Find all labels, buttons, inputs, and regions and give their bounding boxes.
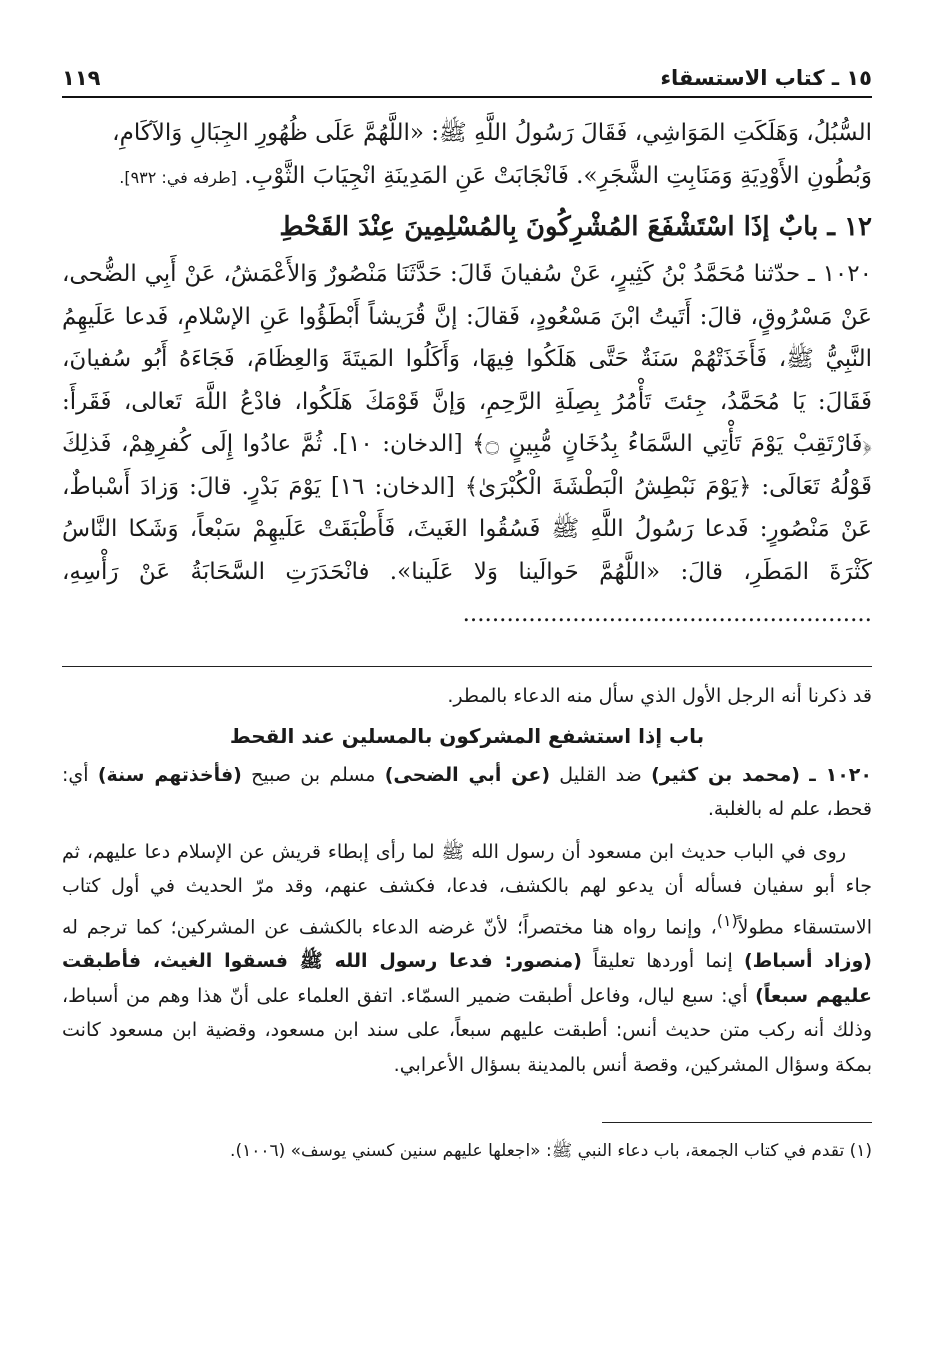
page-header — [62, 48, 872, 90]
quoted-phrase: (محمد بن كثير) — [651, 763, 800, 786]
footnote-divider — [602, 1122, 872, 1123]
commentary-text: ، وإنما رواه هنا مختصراً؛ لأنّ غرضه الدعاء بالكشف عن المشركين؛ كما ترجم له — [62, 915, 717, 938]
commentary-intro: قد ذكرنا أنه الرجل الأول الذي سأل منه الدعاء بالمطر. — [447, 684, 872, 707]
commentary-text: أي: سبع ليال، وفاعل أطبقت ضمير السمّاء. اتفق العلماء على أنّ هذا وهم من أسباط، وذلك أنه ركب متن حديث أنس: أطبقت عليهم سبعاً، على سند ابن مسعود، وقضية ابن مسعود كانت بمكة وسؤال المشركين، وقصة أنس بالمدينة بسؤال الأعرابي. — [62, 984, 872, 1076]
hadith-section — [62, 112, 872, 636]
commentary-text: مسلم بن صبيح — [241, 763, 385, 786]
quoted-phrase: (عن أبي الضحى) — [384, 763, 551, 786]
hadith-body: ١٠٢٠ ـ حدّثنا مُحَمَّدُ بْنُ كَثِيرٍ، عَنْ سُفيانَ قَالَ: حَدَّثَنَا مَنْصُورٌ وَالأَعْمَشُ، عَنْ أَبِي الضُّحى، عَنْ مَسْرُوقٍ، قالَ: أَتَيتُ ابْنَ مَسْعُودٍ، فَقالَ: إنَّ قُرَيشاً أَبْطَؤُوا عَنِ الإسْلامِ، فَدعا عَلَيهِمُ النَّبِيُّ ﷺ، فَأَخَذَتْهُمْ سَنَةٌ حَتَّى هَلَكُوا فِيهَا، وَأَكَلُوا المَيتَةَ وَالعِظَامَ، فَجَاءَهُ أَبُو سُفيانَ، فَقَالَ: يَا مُحَمَّدُ، جِئتَ تَأْمُرُ بِصِلَةِ الرَّحِمِ، وَإنَّ قَوْمَكَ هَلَكُوا، فادْعُ اللَّهَ تَعالى، فَقَرأَ: ﴿فَارْتَقِبْ يَوْمَ تَأْتِي السَّمَاءُ بِدُخَانٍ مُّبِينٍ ۝﴾ [الدخان: ١٠]. ثُمَّ عادُوا إِلَى كُفرِهِمْ، فَذلِكَ قَوْلُهُ تَعَالَى: ﴿يَوْمَ نَبْطِشُ الْبَطْشَةَ الْكُبْرَىٰ﴾ [الدخان: ١٦] يَوْمَ بَدْرٍ. قالَ: وَزادَ أَسْباطٌ، عَنْ مَنْصُورٍ: فَدعا رَسُولُ اللَّهِ ﷺ فَسُقُوا الغَيثَ، فَأَطْبَقَتْ عَلَيهِمْ سَبْعاً، وَشَكا النَّاسُ كَثْرَةَ المَطَرِ، قالَ: «اللَّهُمَّ حَوالَينا وَلا عَلَينا». فانْحَدَرَتِ السَّحَابَةُ عَنْ رَأْسِهِ، — [62, 261, 872, 585]
hadith-intro-line: السُّبُلُ، وَهَلَكَتِ المَوَاشِي، فَقَالَ رَسُولُ اللَّهِ ﷺ: «اللَّهُمَّ عَلَى ظُهُورِ الجِبَالِ وَالآكَامِ، — [112, 120, 872, 146]
chapter-heading: ١٥ ـ كتاب الاستسقاء — [660, 66, 872, 90]
quoted-phrase: (وزاد أسباط) — [743, 950, 872, 973]
section-divider — [62, 666, 872, 667]
commentary-paragraph — [62, 758, 872, 827]
footnote-marker[interactable]: (١) — [716, 910, 738, 930]
commentary-text: أي: قحط، علم له بالغلبة. — [62, 763, 872, 820]
footnote: (١) تقدم في كتاب الجمعة، باب دعاء النبي ﷺ: «اجعلها عليهم سنين كسني يوسف» (١٠٠٦). — [230, 1141, 872, 1162]
book-page — [62, 48, 872, 1165]
quoted-phrase: (منصور: فدعا رسول الله ﷺ فسقوا الغيث، فأطبقت عليهم سبعاً) — [62, 950, 873, 1007]
hadith-text — [62, 253, 872, 636]
header-divider — [62, 96, 872, 98]
cross-reference: [طرفه في: ٩٣٢]. — [119, 167, 237, 187]
chapter-title: ١٢ ـ بابٌ إذَا اسْتَشْفَعَ المُشْرِكُونَ بِالمُسْلِمِينَ عِنْدَ القَحْطِ — [279, 212, 872, 242]
page-number: ١١٩ — [62, 66, 101, 90]
hadith-number: ١٠٢٠ ـ — [809, 763, 872, 786]
quoted-phrase: (فأخذتهم سنة) — [97, 763, 242, 786]
hadith-intro-text: وَبُطُونِ الأَوْدِيَةِ وَمَنَابِتِ الشَّجَرِ». فَانْجَابَتْ عَنِ المَدِينَةِ انْجِيَابَ الثَّوْبِ. — [244, 162, 872, 189]
continuation-dots: ........................................................ — [462, 601, 872, 627]
commentary-section — [62, 679, 872, 1083]
commentary-paragraph — [62, 835, 872, 1083]
hadith-intro-line — [62, 155, 872, 200]
commentary-text: إنما أوردها تعليقاً — [581, 950, 744, 973]
commentary-text: ضد القليل — [550, 763, 652, 786]
commentary-subheading: باب إذا استشفع المشركون بالمسلين عند القحط — [229, 724, 705, 748]
commentary-text: روى في الباب حديث ابن مسعود أن رسول الله ﷺ لما رأى إبطاء قريش عن الإسلام دعا عليهم، ثم جاء أبو سفيان فسأله أن يدعو لهم بالكشف، فدعا، فكشف عنهم، وقد مرّ الحديث في أول كتاب الاستسقاء مطولاً — [62, 840, 872, 938]
